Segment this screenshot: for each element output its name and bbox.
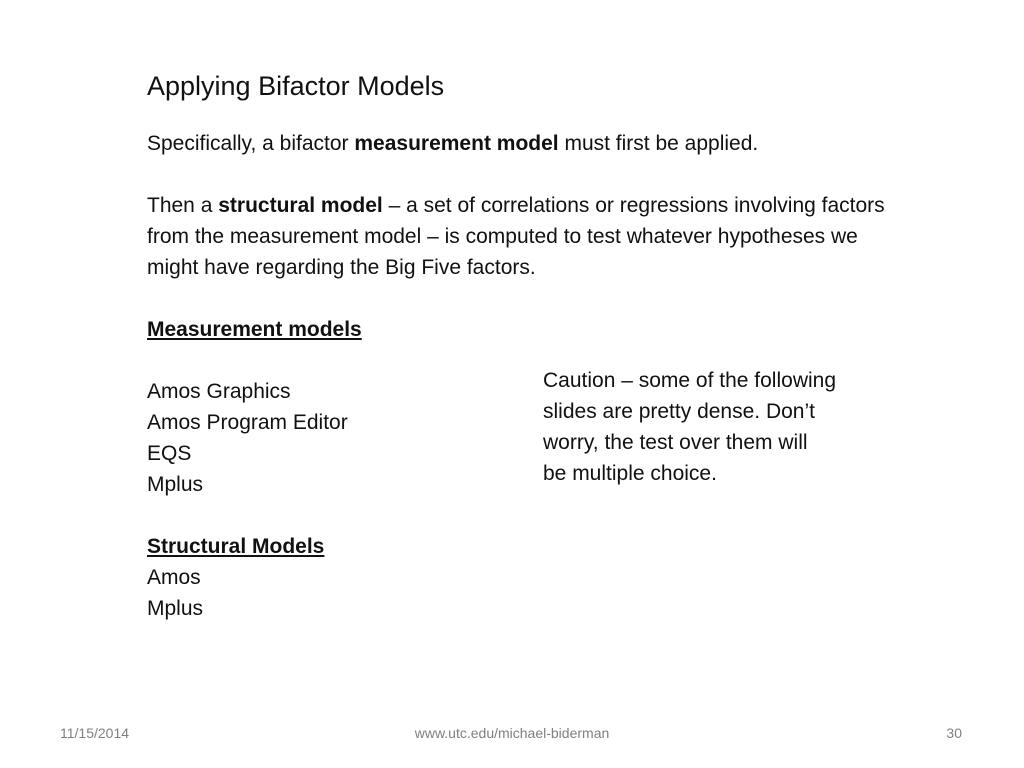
caution-line: Caution – some of the following bbox=[543, 369, 837, 392]
caution-note bbox=[543, 365, 888, 489]
para2-bold: structural model bbox=[218, 194, 383, 217]
slide-number: 30 bbox=[946, 725, 962, 741]
para1-post: must first be applied. bbox=[558, 132, 759, 155]
slide-title: Applying Bifactor Models bbox=[147, 71, 445, 101]
measurement-item: Amos Graphics bbox=[147, 380, 291, 403]
measurement-item: EQS bbox=[147, 442, 192, 465]
measurement-models-heading: Measurement models bbox=[147, 318, 362, 341]
caution-line: worry, the test over them will bbox=[543, 431, 808, 454]
para1-pre: Specifically, a bifactor bbox=[147, 132, 355, 155]
structural-item: Mplus bbox=[147, 597, 204, 620]
structural-item: Amos bbox=[147, 566, 201, 589]
structural-models-heading: Structural Models bbox=[147, 535, 325, 558]
paragraph-structural-model bbox=[147, 190, 907, 283]
measurement-item: Mplus bbox=[147, 473, 204, 496]
footer-url: www.utc.edu/michael-biderman bbox=[414, 725, 610, 741]
measurement-item: Amos Program Editor bbox=[147, 411, 348, 434]
para1-bold: measurement model bbox=[354, 132, 559, 155]
paragraph-measurement-model bbox=[147, 128, 907, 159]
para2-pre: Then a bbox=[147, 194, 219, 217]
slide-body bbox=[147, 66, 907, 624]
caution-line: be multiple choice. bbox=[543, 462, 717, 485]
para2-post: – a set of correlations or regressions involving factors from the measurement model – is computed to test whatever hypotheses we might have regarding the Big Five factors. bbox=[147, 194, 885, 279]
footer-date: 11/15/2014 bbox=[60, 725, 130, 741]
caution-line: slides are pretty dense. Don’t bbox=[543, 400, 815, 423]
